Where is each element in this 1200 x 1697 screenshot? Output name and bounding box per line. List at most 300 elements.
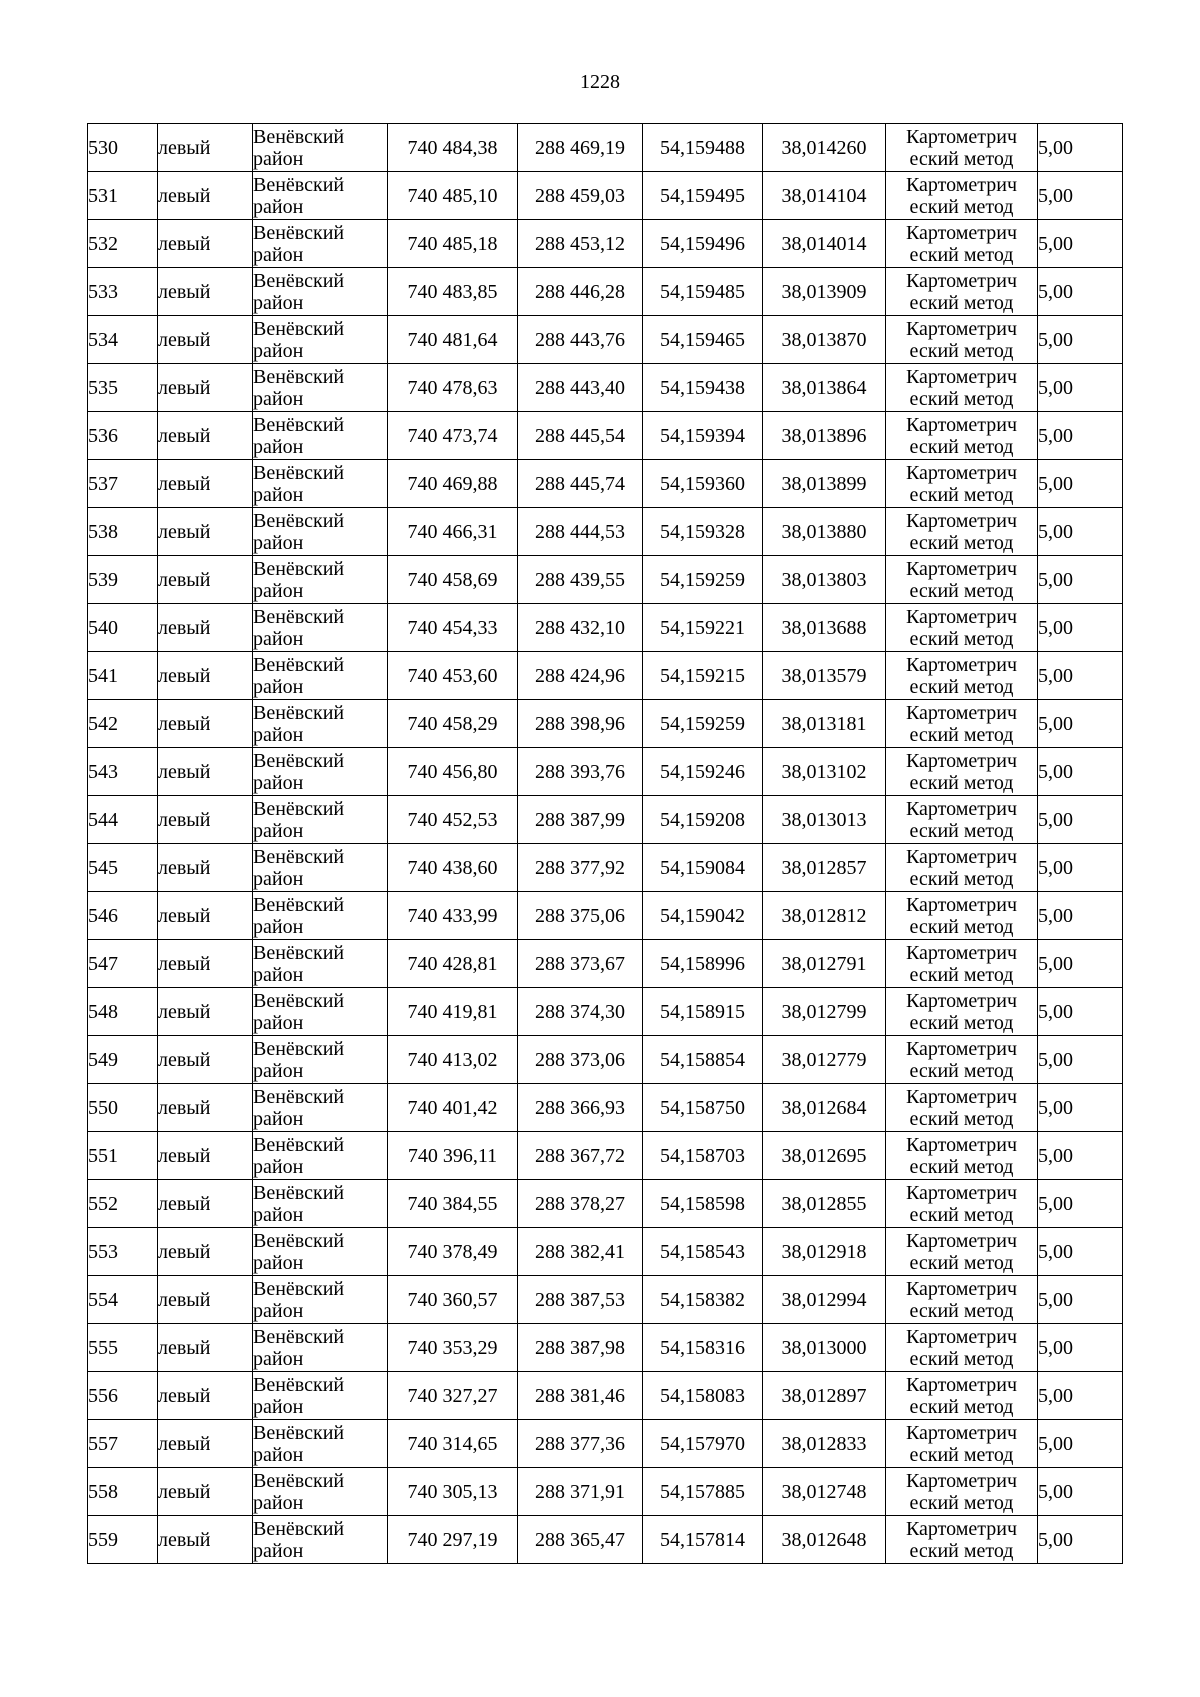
latitude-cell: 54,159259 [643, 700, 763, 748]
table-row [88, 1420, 1123, 1468]
longitude-cell: 38,014260 [763, 124, 886, 172]
method-cell-line: Картометрич [905, 797, 1018, 820]
page-number: 1228 [580, 71, 620, 93]
latitude-cell: 54,159259 [643, 556, 763, 604]
side-cell: левый [158, 460, 253, 508]
x-coordinate-cell: 740 456,80 [388, 748, 518, 796]
error-cell: 5,00 [1038, 604, 1123, 652]
method-cell-line: еский метод [909, 1443, 1014, 1466]
error-cell: 5,00 [1038, 1036, 1123, 1084]
district-cell-line: район [253, 963, 304, 986]
y-coordinate-cell: 288 365,47 [518, 1516, 643, 1564]
table-row [88, 1228, 1123, 1276]
x-coordinate-cell: 740 485,18 [388, 220, 518, 268]
district-cell-line: район [253, 387, 304, 410]
point-number-cell: 548 [88, 988, 158, 1036]
x-coordinate-cell: 740 454,33 [388, 604, 518, 652]
longitude-cell: 38,012918 [763, 1228, 886, 1276]
y-coordinate-cell: 288 444,53 [518, 508, 643, 556]
district-cell [253, 796, 388, 844]
method-cell-line: Картометрич [905, 1085, 1018, 1108]
latitude-cell: 54,159488 [643, 124, 763, 172]
point-number-cell: 534 [88, 316, 158, 364]
table-row [88, 988, 1123, 1036]
point-number-cell: 538 [88, 508, 158, 556]
y-coordinate-cell: 288 387,98 [518, 1324, 643, 1372]
table-row [88, 364, 1123, 412]
district-cell-line: Венёвский [253, 1229, 345, 1252]
method-cell-line: Картометрич [905, 845, 1018, 868]
method-cell-line: еский метод [909, 291, 1014, 314]
method-cell [886, 988, 1038, 1036]
method-cell-line: Картометрич [905, 269, 1018, 292]
point-number-cell: 541 [88, 652, 158, 700]
latitude-cell: 54,159042 [643, 892, 763, 940]
longitude-cell: 38,013013 [763, 796, 886, 844]
district-cell-line: Венёвский [253, 1037, 345, 1060]
district-cell-line: район [253, 579, 304, 602]
district-cell-line: район [253, 339, 304, 362]
point-number-cell: 553 [88, 1228, 158, 1276]
district-cell-line: Венёвский [253, 845, 345, 868]
y-coordinate-cell: 288 439,55 [518, 556, 643, 604]
method-cell-line: Картометрич [905, 1277, 1018, 1300]
x-coordinate-cell: 740 305,13 [388, 1468, 518, 1516]
district-cell [253, 364, 388, 412]
point-number-cell: 540 [88, 604, 158, 652]
latitude-cell: 54,158083 [643, 1372, 763, 1420]
y-coordinate-cell: 288 393,76 [518, 748, 643, 796]
method-cell-line: еский метод [909, 627, 1014, 650]
method-cell-line: Картометрич [905, 365, 1018, 388]
latitude-cell: 54,158915 [643, 988, 763, 1036]
latitude-cell: 54,157814 [643, 1516, 763, 1564]
district-cell-line: Венёвский [253, 557, 345, 580]
method-cell-line: еский метод [909, 1107, 1014, 1130]
method-cell-line: Картометрич [905, 701, 1018, 724]
method-cell-line: еский метод [909, 483, 1014, 506]
district-cell [253, 700, 388, 748]
longitude-cell: 38,012695 [763, 1132, 886, 1180]
point-number-cell: 556 [88, 1372, 158, 1420]
error-cell: 5,00 [1038, 556, 1123, 604]
district-cell-line: район [253, 819, 304, 842]
method-cell-line: еский метод [909, 147, 1014, 170]
longitude-cell: 38,013909 [763, 268, 886, 316]
y-coordinate-cell: 288 377,36 [518, 1420, 643, 1468]
method-cell-line: Картометрич [905, 1037, 1018, 1060]
x-coordinate-cell: 740 396,11 [388, 1132, 518, 1180]
side-cell: левый [158, 1468, 253, 1516]
latitude-cell: 54,158703 [643, 1132, 763, 1180]
table-row [88, 556, 1123, 604]
method-cell-line: еский метод [909, 867, 1014, 890]
district-cell [253, 1372, 388, 1420]
longitude-cell: 38,012833 [763, 1420, 886, 1468]
error-cell: 5,00 [1038, 988, 1123, 1036]
side-cell: левый [158, 1324, 253, 1372]
method-cell-line: еский метод [909, 963, 1014, 986]
method-cell-line: Картометрич [905, 509, 1018, 532]
error-cell: 5,00 [1038, 1516, 1123, 1564]
method-cell-line: еский метод [909, 387, 1014, 410]
error-cell: 5,00 [1038, 748, 1123, 796]
longitude-cell: 38,013579 [763, 652, 886, 700]
x-coordinate-cell: 740 360,57 [388, 1276, 518, 1324]
x-coordinate-cell: 740 433,99 [388, 892, 518, 940]
district-cell-line: район [253, 147, 304, 170]
district-cell [253, 268, 388, 316]
longitude-cell: 38,013870 [763, 316, 886, 364]
x-coordinate-cell: 740 481,64 [388, 316, 518, 364]
district-cell [253, 412, 388, 460]
latitude-cell: 54,159485 [643, 268, 763, 316]
side-cell: левый [158, 940, 253, 988]
table-row [88, 1324, 1123, 1372]
method-cell [886, 1468, 1038, 1516]
longitude-cell: 38,012648 [763, 1516, 886, 1564]
longitude-cell: 38,013102 [763, 748, 886, 796]
longitude-cell: 38,012748 [763, 1468, 886, 1516]
x-coordinate-cell: 740 428,81 [388, 940, 518, 988]
error-cell: 5,00 [1038, 220, 1123, 268]
side-cell: левый [158, 796, 253, 844]
district-cell-line: Венёвский [253, 461, 345, 484]
district-cell-line: Венёвский [253, 1085, 345, 1108]
error-cell: 5,00 [1038, 796, 1123, 844]
y-coordinate-cell: 288 424,96 [518, 652, 643, 700]
table-row [88, 940, 1123, 988]
method-cell-line: Картометрич [905, 941, 1018, 964]
error-cell: 5,00 [1038, 316, 1123, 364]
point-number-cell: 559 [88, 1516, 158, 1564]
district-cell-line: район [253, 1251, 304, 1274]
longitude-cell: 38,013864 [763, 364, 886, 412]
method-cell [886, 268, 1038, 316]
latitude-cell: 54,158598 [643, 1180, 763, 1228]
error-cell: 5,00 [1038, 844, 1123, 892]
point-number-cell: 555 [88, 1324, 158, 1372]
district-cell-line: Венёвский [253, 125, 345, 148]
x-coordinate-cell: 740 401,42 [388, 1084, 518, 1132]
method-cell-line: Картометрич [905, 1469, 1018, 1492]
district-cell [253, 1276, 388, 1324]
y-coordinate-cell: 288 459,03 [518, 172, 643, 220]
error-cell: 5,00 [1038, 652, 1123, 700]
latitude-cell: 54,159084 [643, 844, 763, 892]
y-coordinate-cell: 288 374,30 [518, 988, 643, 1036]
longitude-cell: 38,012855 [763, 1180, 886, 1228]
error-cell: 5,00 [1038, 1372, 1123, 1420]
district-cell-line: Венёвский [253, 1469, 345, 1492]
latitude-cell: 54,158316 [643, 1324, 763, 1372]
x-coordinate-cell: 740 484,38 [388, 124, 518, 172]
longitude-cell: 38,013880 [763, 508, 886, 556]
district-cell [253, 844, 388, 892]
side-cell: левый [158, 220, 253, 268]
longitude-cell: 38,013688 [763, 604, 886, 652]
method-cell-line: Картометрич [905, 1229, 1018, 1252]
x-coordinate-cell: 740 327,27 [388, 1372, 518, 1420]
method-cell-line: Картометрич [905, 653, 1018, 676]
y-coordinate-cell: 288 443,40 [518, 364, 643, 412]
side-cell: левый [158, 124, 253, 172]
district-cell [253, 748, 388, 796]
longitude-cell: 38,014014 [763, 220, 886, 268]
district-cell-line: Венёвский [253, 797, 345, 820]
method-cell [886, 1084, 1038, 1132]
method-cell-line: еский метод [909, 531, 1014, 554]
table-row [88, 268, 1123, 316]
point-number-cell: 532 [88, 220, 158, 268]
error-cell: 5,00 [1038, 1276, 1123, 1324]
x-coordinate-cell: 740 473,74 [388, 412, 518, 460]
y-coordinate-cell: 288 373,06 [518, 1036, 643, 1084]
x-coordinate-cell: 740 483,85 [388, 268, 518, 316]
method-cell [886, 1036, 1038, 1084]
district-cell-line: Венёвский [253, 989, 345, 1012]
x-coordinate-cell: 740 458,69 [388, 556, 518, 604]
district-cell-line: район [253, 1539, 304, 1562]
method-cell-line: Картометрич [905, 989, 1018, 1012]
method-cell [886, 652, 1038, 700]
method-cell-line: еский метод [909, 1299, 1014, 1322]
side-cell: левый [158, 844, 253, 892]
district-cell-line: Венёвский [253, 1325, 345, 1348]
side-cell: левый [158, 556, 253, 604]
district-cell-line: Венёвский [253, 749, 345, 772]
district-cell-line: район [253, 291, 304, 314]
point-number-cell: 550 [88, 1084, 158, 1132]
district-cell-line: Венёвский [253, 1373, 345, 1396]
district-cell-line: Венёвский [253, 365, 345, 388]
method-cell-line: еский метод [909, 1395, 1014, 1418]
latitude-cell: 54,158996 [643, 940, 763, 988]
method-cell-line: Картометрич [905, 413, 1018, 436]
latitude-cell: 54,159360 [643, 460, 763, 508]
method-cell-line: еский метод [909, 1155, 1014, 1178]
point-number-cell: 543 [88, 748, 158, 796]
district-cell [253, 508, 388, 556]
district-cell-line: район [253, 723, 304, 746]
method-cell [886, 1372, 1038, 1420]
point-number-cell: 530 [88, 124, 158, 172]
y-coordinate-cell: 288 367,72 [518, 1132, 643, 1180]
error-cell: 5,00 [1038, 508, 1123, 556]
y-coordinate-cell: 288 371,91 [518, 1468, 643, 1516]
table-row [88, 124, 1123, 172]
y-coordinate-cell: 288 398,96 [518, 700, 643, 748]
side-cell: левый [158, 604, 253, 652]
longitude-cell: 38,012897 [763, 1372, 886, 1420]
district-cell [253, 556, 388, 604]
point-number-cell: 551 [88, 1132, 158, 1180]
district-cell-line: район [253, 1155, 304, 1178]
table-row [88, 1180, 1123, 1228]
x-coordinate-cell: 740 466,31 [388, 508, 518, 556]
table-row [88, 1132, 1123, 1180]
x-coordinate-cell: 740 438,60 [388, 844, 518, 892]
point-number-cell: 535 [88, 364, 158, 412]
table-row [88, 700, 1123, 748]
y-coordinate-cell: 288 453,12 [518, 220, 643, 268]
district-cell [253, 940, 388, 988]
table-row [88, 604, 1123, 652]
method-cell [886, 1228, 1038, 1276]
district-cell [253, 460, 388, 508]
table-row [88, 460, 1123, 508]
method-cell-line: Картометрич [905, 221, 1018, 244]
side-cell: левый [158, 652, 253, 700]
latitude-cell: 54,158382 [643, 1276, 763, 1324]
table-row [88, 508, 1123, 556]
district-cell [253, 604, 388, 652]
method-cell-line: еский метод [909, 339, 1014, 362]
district-cell-line: район [253, 1443, 304, 1466]
longitude-cell: 38,013000 [763, 1324, 886, 1372]
error-cell: 5,00 [1038, 364, 1123, 412]
error-cell: 5,00 [1038, 892, 1123, 940]
method-cell-line: Картометрич [905, 125, 1018, 148]
table-row [88, 796, 1123, 844]
district-cell-line: Венёвский [253, 1517, 345, 1540]
side-cell: левый [158, 1132, 253, 1180]
district-cell-line: Венёвский [253, 173, 345, 196]
method-cell-line: еский метод [909, 195, 1014, 218]
method-cell-line: еский метод [909, 1251, 1014, 1274]
table-row [88, 316, 1123, 364]
method-cell [886, 364, 1038, 412]
district-cell-line: район [253, 1107, 304, 1130]
point-number-cell: 558 [88, 1468, 158, 1516]
latitude-cell: 54,159215 [643, 652, 763, 700]
y-coordinate-cell: 288 432,10 [518, 604, 643, 652]
side-cell: левый [158, 172, 253, 220]
method-cell [886, 700, 1038, 748]
side-cell: левый [158, 748, 253, 796]
latitude-cell: 54,159221 [643, 604, 763, 652]
side-cell: левый [158, 1036, 253, 1084]
side-cell: левый [158, 1516, 253, 1564]
latitude-cell: 54,157885 [643, 1468, 763, 1516]
district-cell [253, 1420, 388, 1468]
district-cell-line: район [253, 1299, 304, 1322]
x-coordinate-cell: 740 378,49 [388, 1228, 518, 1276]
longitude-cell: 38,012857 [763, 844, 886, 892]
longitude-cell: 38,012812 [763, 892, 886, 940]
district-cell-line: район [253, 1491, 304, 1514]
method-cell-line: еский метод [909, 435, 1014, 458]
district-cell-line: район [253, 627, 304, 650]
point-number-cell: 531 [88, 172, 158, 220]
district-cell-line: район [253, 867, 304, 890]
longitude-cell: 38,012791 [763, 940, 886, 988]
method-cell [886, 460, 1038, 508]
district-cell-line: Венёвский [253, 701, 345, 724]
side-cell: левый [158, 508, 253, 556]
x-coordinate-cell: 740 469,88 [388, 460, 518, 508]
method-cell-line: еский метод [909, 243, 1014, 266]
side-cell: левый [158, 892, 253, 940]
side-cell: левый [158, 316, 253, 364]
latitude-cell: 54,159208 [643, 796, 763, 844]
x-coordinate-cell: 740 485,10 [388, 172, 518, 220]
district-cell [253, 988, 388, 1036]
table-row [88, 1516, 1123, 1564]
x-coordinate-cell: 740 458,29 [388, 700, 518, 748]
table-row [88, 1372, 1123, 1420]
error-cell: 5,00 [1038, 412, 1123, 460]
district-cell-line: район [253, 771, 304, 794]
district-cell-line: район [253, 1203, 304, 1226]
method-cell [886, 940, 1038, 988]
x-coordinate-cell: 740 413,02 [388, 1036, 518, 1084]
point-number-cell: 542 [88, 700, 158, 748]
table-row [88, 844, 1123, 892]
x-coordinate-cell: 740 452,53 [388, 796, 518, 844]
district-cell-line: Венёвский [253, 941, 345, 964]
method-cell [886, 1132, 1038, 1180]
y-coordinate-cell: 288 382,41 [518, 1228, 643, 1276]
method-cell-line: еский метод [909, 1347, 1014, 1370]
method-cell-line: Картометрич [905, 317, 1018, 340]
side-cell: левый [158, 412, 253, 460]
method-cell-line: еский метод [909, 771, 1014, 794]
district-cell [253, 1516, 388, 1564]
y-coordinate-cell: 288 446,28 [518, 268, 643, 316]
method-cell-line: еский метод [909, 1059, 1014, 1082]
x-coordinate-cell: 740 353,29 [388, 1324, 518, 1372]
point-number-cell: 536 [88, 412, 158, 460]
method-cell-line: еский метод [909, 1491, 1014, 1514]
method-cell-line: Картометрич [905, 605, 1018, 628]
method-cell-line: Картометрич [905, 1133, 1018, 1156]
longitude-cell: 38,014104 [763, 172, 886, 220]
method-cell-line: еский метод [909, 1203, 1014, 1226]
district-cell-line: район [253, 243, 304, 266]
point-number-cell: 549 [88, 1036, 158, 1084]
district-cell-line: район [253, 195, 304, 218]
y-coordinate-cell: 288 381,46 [518, 1372, 643, 1420]
method-cell-line: Картометрич [905, 557, 1018, 580]
longitude-cell: 38,013896 [763, 412, 886, 460]
district-cell-line: Венёвский [253, 413, 345, 436]
y-coordinate-cell: 288 377,92 [518, 844, 643, 892]
error-cell: 5,00 [1038, 940, 1123, 988]
method-cell [886, 508, 1038, 556]
table-row [88, 1036, 1123, 1084]
error-cell: 5,00 [1038, 1132, 1123, 1180]
method-cell [886, 1324, 1038, 1372]
method-cell-line: еский метод [909, 819, 1014, 842]
point-number-cell: 552 [88, 1180, 158, 1228]
point-number-cell: 544 [88, 796, 158, 844]
district-cell-line: Венёвский [253, 1133, 345, 1156]
method-cell [886, 1180, 1038, 1228]
method-cell-line: еский метод [909, 1539, 1014, 1562]
x-coordinate-cell: 740 314,65 [388, 1420, 518, 1468]
error-cell: 5,00 [1038, 700, 1123, 748]
method-cell [886, 316, 1038, 364]
error-cell: 5,00 [1038, 1324, 1123, 1372]
method-cell [886, 892, 1038, 940]
method-cell-line: Картометрич [905, 1373, 1018, 1396]
side-cell: левый [158, 700, 253, 748]
side-cell: левый [158, 1180, 253, 1228]
x-coordinate-cell: 740 297,19 [388, 1516, 518, 1564]
district-cell [253, 1084, 388, 1132]
district-cell [253, 172, 388, 220]
